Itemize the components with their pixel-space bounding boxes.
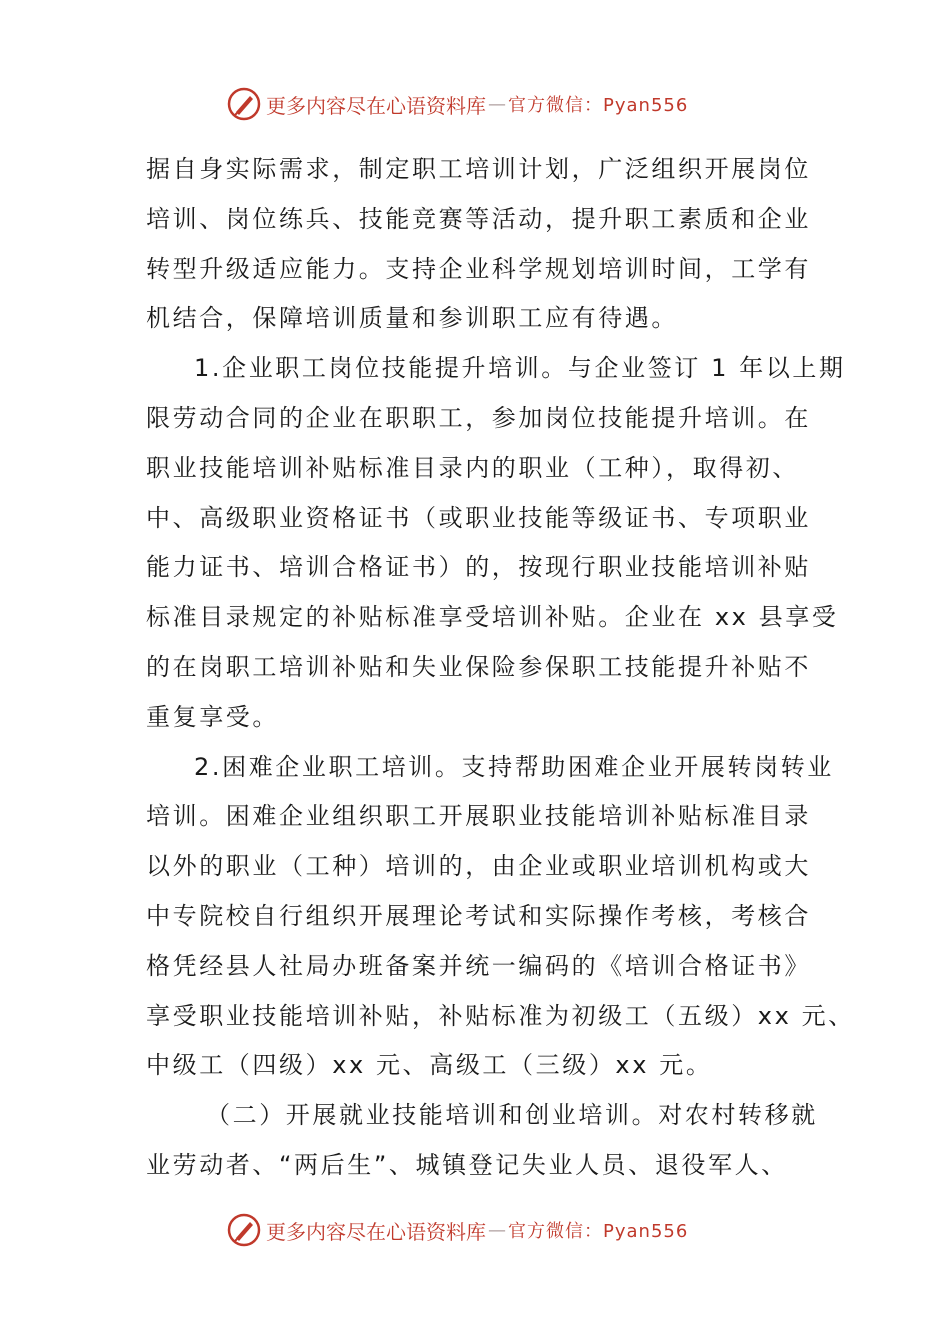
text-line: 重复享受。 [146,702,279,731]
watermark-contact: 官方微信：Pyan556 [508,1221,689,1242]
watermark-footer [226,1210,746,1250]
text-line: 能力证书、培训合格证书）的，按现行职业技能培训补贴 [146,553,811,582]
text-line: 中、高级职业资格证书（或职业技能等级证书、专项职业 [146,503,811,532]
text-line: 培训。困难企业组织职工开展职业技能培训补贴标准目录 [146,802,811,831]
paragraph-start-line: 2.困难企业职工培训。支持帮助困难企业开展转岗转业 [194,752,834,781]
watermark-main-text: 更多内容尽在心语资料库 [266,1219,486,1244]
text-line: 职业技能培训补贴标准目录内的职业（工种），取得初、 [146,453,799,482]
text-line: 培训、岗位练兵、技能竞赛等活动，提升职工素质和企业 [146,204,811,233]
text-line: 中专院校自行组织开展理论考试和实际操作考核，考核合 [146,901,811,930]
text-line: 转型升级适应能力。支持企业科学规划培训时间，工学有 [146,254,811,283]
watermark-header [226,84,746,124]
text-line: 限劳动合同的企业在职职工，参加岗位技能提升培训。在 [146,403,811,432]
text-line: 格凭经县人社局办班备案并统一编码的《培训合格证书》 [146,951,811,980]
text-line: 据自身实际需求，制定职工培训计划，广泛组织开展岗位 [146,155,811,183]
watermark-separator: — [488,93,506,115]
pen-logo-icon [226,86,262,122]
text-line: 业劳动者、“两后生”、城镇登记失业人员、退役军人、 [146,1150,788,1179]
text-line: 机结合，保障培训质量和参训职工应有待遇。 [146,304,678,333]
watermark-separator: — [488,1219,506,1241]
watermark-main-text: 更多内容尽在心语资料库 [266,93,486,118]
watermark-contact: 官方微信：Pyan556 [508,95,689,116]
text-line: 标准目录规定的补贴标准享受培训补贴。企业在 xx 县享受 [146,603,839,632]
paragraph-start-line: 1.企业职工岗位技能提升培训。与企业签订 1 年以上期 [194,354,846,383]
document-body [146,145,855,1191]
text-line: 享受职业技能培训补贴，补贴标准为初级工（五级）xx 元、 [146,1001,855,1030]
text-line: 的在岗职工培训补贴和失业保险参保职工技能提升补贴不 [146,652,811,681]
pen-logo-icon [226,1212,262,1248]
text-line: 中级工（四级）xx 元、高级工（三级）xx 元。 [146,1051,713,1080]
paragraph-start-line: （二）开展就业技能培训和创业培训。对农村转移就 [206,1101,818,1130]
text-line: 以外的职业（工种）培训的，由企业或职业培训机构或大 [146,852,811,881]
